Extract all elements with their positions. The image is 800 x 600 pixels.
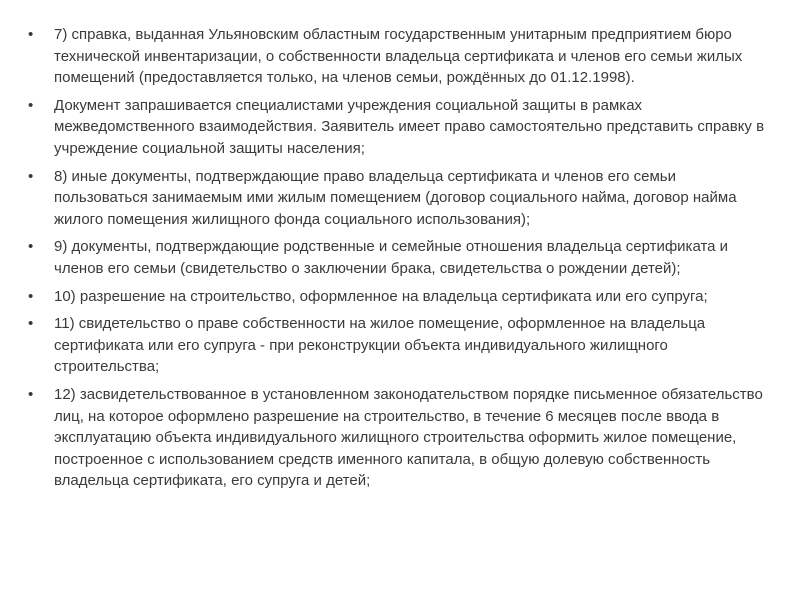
list-item-text: 12) засвидетельствованное в установленном законодательством порядке письменное обязательство лиц, на которое оформлено разрешение на строительство, в течение 6 месяцев после ввода в эксплуатацию объекта индивидуального жилищного строительства оформить жилое помещение, построенное с использованием средств именного капитала, в общую долевую собственность владельца сертификата, его супруга и детей; <box>54 385 763 490</box>
list-item <box>28 166 768 231</box>
list-item-text: 9) документы, подтверждающие родственные и семейные отношения владельца сертификата и членов его семьи (свидетельство о заключении брака, свидетельства о рождении детей); <box>54 238 729 277</box>
list-item-text: Документ запрашивается специалистами учреждения социальной защиты в рамках межведомственного взаимодействия. Заявитель имеет право самостоятельно представить справку в учреждение социальной защиты населения; <box>54 96 765 157</box>
list-item <box>28 236 768 279</box>
list-item <box>28 313 768 378</box>
bullet-icon: • <box>28 385 34 403</box>
list-item <box>28 286 768 308</box>
list-item <box>28 384 768 492</box>
bullet-icon: • <box>28 315 34 333</box>
list-item <box>28 24 768 89</box>
bullet-icon: • <box>28 167 34 185</box>
list-item <box>28 95 768 160</box>
list-item-text: 8) иные документы, подтверждающие право владельца сертификата и членов его семьи пользоваться занимаемым ими жилым помещением (договор социального найма, договор найма жилого помещения жилищного фонда социального использования); <box>54 167 737 228</box>
document-list <box>28 24 768 498</box>
list-item-text: 11) свидетельство о праве собственности на жилое помещение, оформленное на владельца сертификата или его супруга - при реконструкции объекта индивидуального жилищного строительства; <box>54 315 706 376</box>
list-item-text: 10) разрешение на строительство, оформленное на владельца сертификата или его супруга; <box>54 287 708 305</box>
list-item-text: 7) справка, выданная Ульяновским областным государственным унитарным предприятием бюро технической инвентаризации, о собственности владельца сертификата и членов его семьи жилых помещений (предоставляется только, на членов семьи, рождённых до 01.12.1998). <box>54 26 743 87</box>
bullet-icon: • <box>28 287 34 305</box>
bullet-icon: • <box>28 96 34 114</box>
bullet-icon: • <box>28 26 34 43</box>
bullet-icon: • <box>28 238 34 256</box>
